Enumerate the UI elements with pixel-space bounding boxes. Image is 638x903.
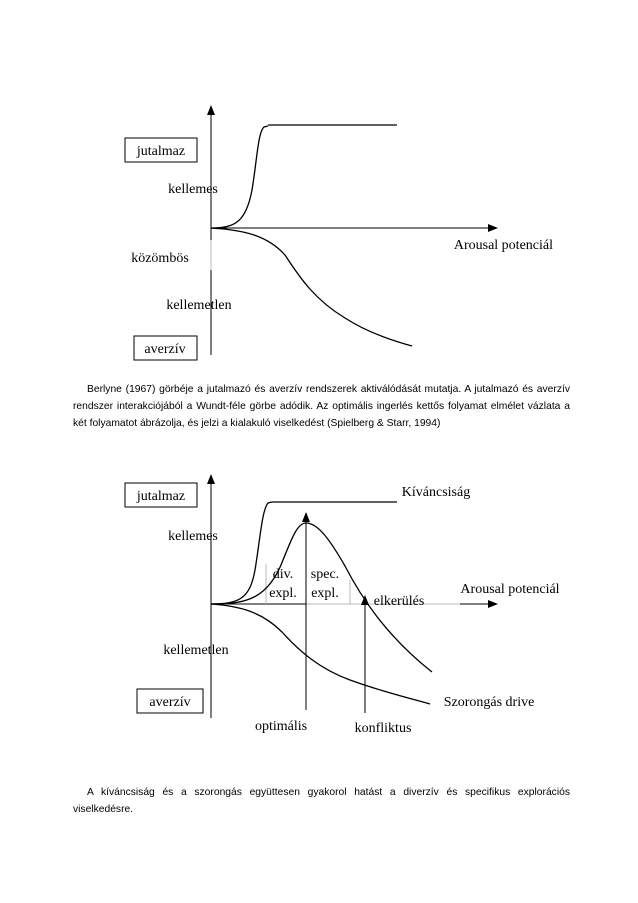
fig2-curiosity-curve — [211, 502, 272, 604]
fig2-pleasant-label: kellemes — [168, 529, 218, 544]
fig2-reward-label: jutalmaz — [136, 489, 186, 504]
fig1-reward-curve — [211, 126, 268, 228]
fig2-anxiety-curve — [211, 604, 430, 704]
fig1-axis-label: Arousal potenciál — [453, 238, 553, 253]
fig1-reward-label: jutalmaz — [136, 144, 186, 159]
fig2-axis-label: Arousal potenciál — [460, 582, 560, 597]
fig1-neutral-label: közömbös — [131, 251, 189, 266]
fig2-aversive-label: averzív — [149, 695, 191, 710]
fig2-anxiety-label: Szorongás drive — [443, 695, 535, 710]
fig2-conflict-label: konfliktus — [354, 721, 412, 736]
fig1-aversive-curve — [211, 228, 412, 346]
fig1-pleasant-label: kellemes — [168, 182, 218, 197]
figure-1 — [125, 106, 553, 360]
caption-1: Berlyne (1967) görbéje a jutalmazó és averzív rendszerek aktiválódását mutatja. A jutalmazó és averzív rendszer interakciójából a Wundt-féle görbe adódik. Az optimális ingerlés kettős folyamat elmélet vázlata a két folyamatot ábrázolja, és jelzi a kialakuló viselkedést (Spielberg & Starr, 1994) — [73, 384, 570, 429]
figure-2 — [125, 475, 560, 736]
fig2-avoidance-label: elkerülés — [373, 594, 425, 609]
fig2-optimal-label: optimális — [254, 719, 308, 734]
fig2-unpleasant-label: kellemetlen — [163, 643, 229, 658]
fig1-aversive-label: averzív — [144, 342, 186, 357]
fig2-spec-line2: expl. — [311, 586, 339, 601]
caption-2: A kíváncsiság és a szorongás együttesen gyakorol hatást a diverzív és specifikus explorációs viselkedésre. — [73, 787, 570, 815]
fig1-unpleasant-label: kellemetlen — [166, 298, 232, 313]
fig2-spec-line1: spec. — [310, 567, 340, 582]
fig2-div-line1: div. — [272, 567, 294, 582]
fig2-div-line2: expl. — [269, 586, 297, 601]
fig2-curiosity-label: Kíváncsiság — [401, 485, 471, 500]
